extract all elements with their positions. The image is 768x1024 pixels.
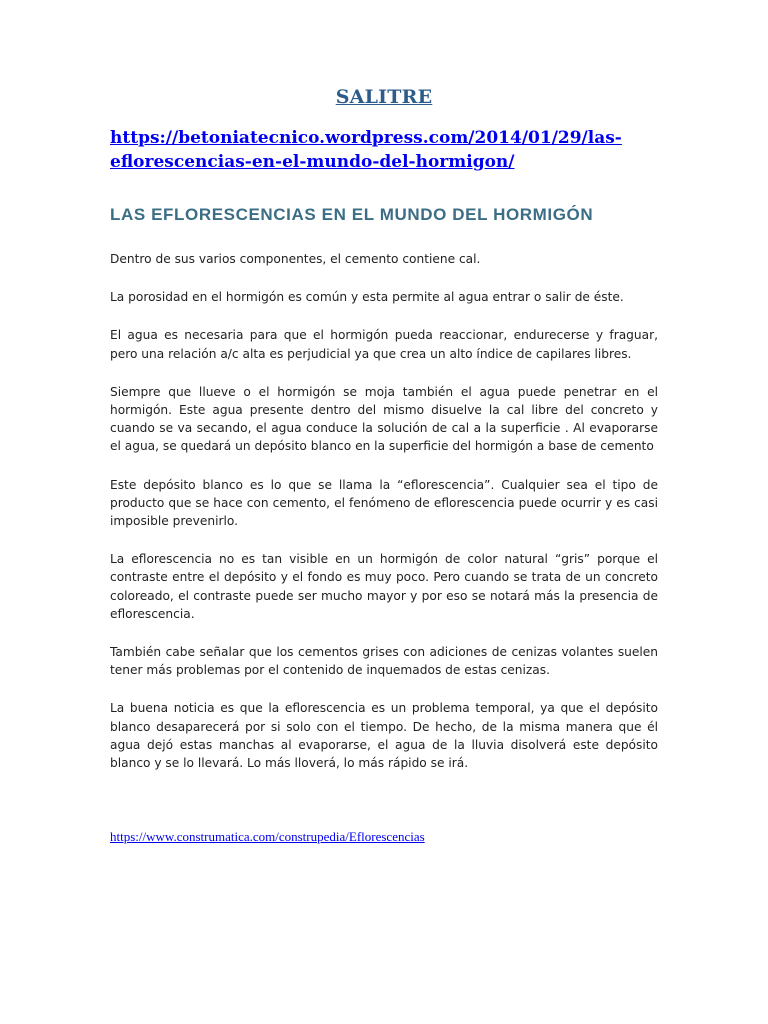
paragraph-1: Dentro de sus varios componentes, el cemento contiene cal.	[110, 252, 481, 266]
paragraph-5: Este depósito blanco es lo que se llama la “eflorescencia”. Cualquier sea el tipo de producto que se hace con cemento, el fenómeno de eflorescencia puede ocurrir y es casi imposible prevenirlo.	[110, 477, 658, 529]
paragraph-6: La eflorescencia no es tan visible en un hormigón de color natural “gris” porque el contraste entre el depósito y el fondo es muy poco. Pero cuando se trata de un concreto coloreado, el contraste puede ser mucho mayor y por eso se notará más la presencia de eflorescencia.	[110, 552, 658, 621]
paragraph-3: El agua es necesaria para que el hormigón pueda reaccionar, endurecerse y fraguar, pero una relación a/c alta es perjudicial ya que crea un alto índice de capilares libres.	[110, 328, 658, 361]
paragraph-2: La porosidad en el hormigón es común y esta permite al agua entrar o salir de éste.	[110, 290, 624, 305]
source-link-line-1[interactable]: https://betoniatecnico.wordpress.com/2014/01/29/las-	[110, 128, 622, 148]
paragraph-8: La buena noticia es que la eflorescencia es un problema temporal, ya que el depósito blanco desaparecerá por si solo con el tiempo. De hecho, de la misma manera que él agua dejó estas manchas al evaporarse, el agua de la lluvia disolverá este depósito blanco y se lo llevará. Lo más lloverá, lo más rápido se irá.	[110, 701, 658, 771]
source-link-line-2[interactable]: eflorescencias-en-el-mundo-del-hormigon/	[110, 152, 515, 172]
page-title: SALITRE	[335, 86, 433, 108]
paragraph-7: También cabe señalar que los cementos grises con adiciones de cenizas volantes suelen tener más problemas por el contenido de inquemados de estas cenizas.	[110, 645, 658, 678]
section-heading: LAS EFLORESCENCIAS EN EL MUNDO DEL HORMIGÓN	[110, 205, 594, 224]
source-link[interactable]	[110, 126, 670, 174]
reference-link[interactable]: https://www.construmatica.com/construpedia/Eflorescencias	[110, 829, 425, 844]
article-body	[110, 250, 658, 792]
paragraph-4: Siempre que llueve o el hormigón se moja también el agua puede penetrar en el hormigón. Este agua presente dentro del mismo disuelve la cal libre del concreto y cuando se va secando, el agua conduce la solución de cal a la superficie . Al evaporarse el agua, se quedará un depósito blanco en la superficie del hormigón a base de cemento	[110, 384, 658, 454]
